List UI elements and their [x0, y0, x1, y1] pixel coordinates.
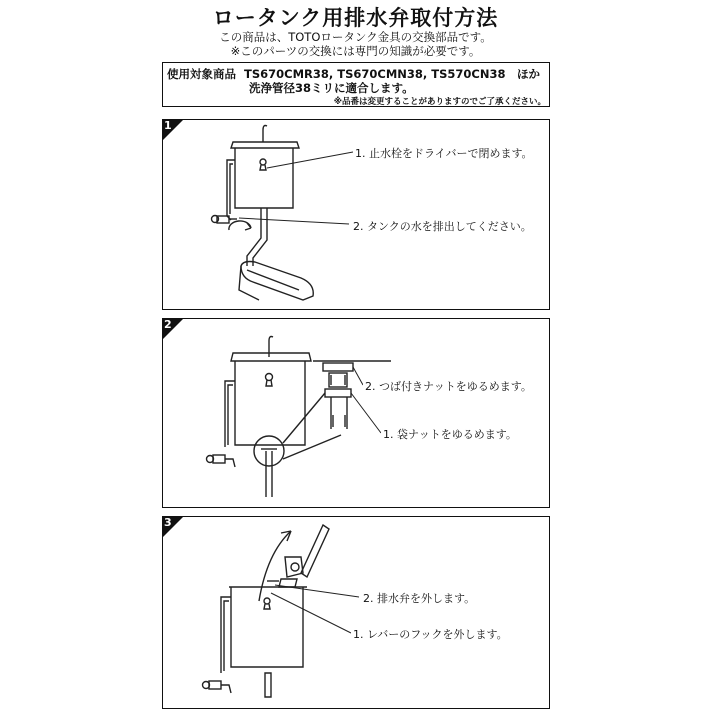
step-2-instruction-2: 1. 袋ナットをゆるめます。	[383, 428, 517, 441]
step-3-instruction-2: 1. レバーのフックを外します。	[353, 628, 508, 641]
step-3-number: 3	[164, 516, 172, 529]
step-1-instruction-1: 1. 止水栓をドライバーで閉めます。	[355, 147, 533, 160]
intro-text-notice: ※このパーツの交換には専門の知識が必要です。	[230, 44, 481, 58]
model-change-disclaimer: ※品番は変更することがありますのでご了承ください。	[333, 97, 546, 107]
step-2-instruction-1: 2. つば付きナットをゆるめます。	[365, 380, 532, 393]
step-1-number: 1	[164, 119, 172, 132]
step-3-panel	[162, 516, 550, 709]
step-3-instruction-1: 2. 排水弁を外します。	[363, 592, 476, 605]
step-2-illustration	[163, 319, 550, 508]
step-1-panel	[162, 119, 550, 310]
step-3-illustration	[163, 517, 550, 709]
step-2-number: 2	[164, 318, 172, 331]
intro-text-product: この商品は、TOTOロータンク金具の交換部品です。	[219, 30, 492, 44]
step-1-instruction-2: 2. タンクの水を排出してください。	[353, 220, 532, 233]
compatible-products-label: 使用対象商品	[167, 67, 236, 81]
compatible-products-box	[162, 62, 550, 107]
pipe-diameter-note: 洗浄管径38ミリに適合します。	[249, 81, 414, 95]
compatible-models: TS670CMR38, TS670CMN38, TS570CN38 ほか	[244, 67, 540, 81]
page-title: ロータンク用排水弁取付方法	[212, 6, 499, 30]
step-2-panel	[162, 318, 550, 508]
